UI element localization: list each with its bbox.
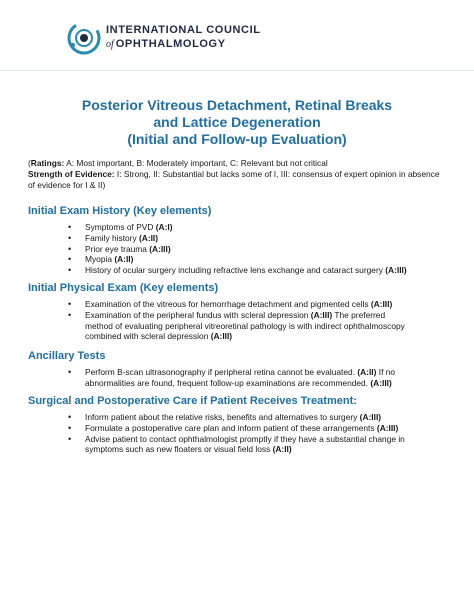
ratings-text: A: Most important, B: Moderately important, C: Relevant but not critical: [64, 158, 328, 168]
list-item: [66, 265, 445, 276]
list-history: [66, 222, 414, 276]
item-text: Examination of the vitreous for hemorrhage detachment and pigmented cells: [85, 299, 371, 309]
title-line-3: (Initial and Follow-up Evaluation): [127, 131, 347, 147]
section-heading-surgical-care: Surgical and Postoperative Care if Patient Receives Treatment:: [28, 395, 357, 407]
item-rating: (A:III): [370, 377, 392, 388]
item-text-continued: If no abnormalities are found, frequent follow-up examinations are recommended.: [85, 367, 396, 388]
item-text: History of ocular surgery including refractive lens exchange and cataract surgery: [85, 265, 386, 276]
item-rating: (A:III): [385, 265, 407, 276]
item-rating: (A:III): [370, 299, 393, 309]
item-text: Inform patient about the relative risks, benefits and alternatives to surgery: [85, 412, 360, 422]
section-heading-physical-exam: Initial Physical Exam (Key elements): [28, 282, 219, 294]
item-text: Myopia: [85, 254, 115, 265]
list-item: [66, 310, 414, 342]
item-text: Symptoms of PVD: [85, 222, 156, 232]
list-item: [66, 423, 414, 434]
item-text-continued: The preferred method of evaluating peripheral vitreoretinal pathology is with indirect ophthalmoscopy combined with scleral depression: [85, 309, 405, 342]
list-item: [66, 412, 414, 423]
org-name-line1: INTERNATIONAL COUNCIL: [106, 24, 261, 36]
item-text: Family history: [85, 232, 139, 243]
org-name-of: of: [106, 39, 114, 50]
item-text: Prior eye trauma: [85, 243, 150, 254]
item-text: Examination of the peripheral fundus with scleral depression: [85, 309, 311, 320]
item-rating: (A:II): [272, 444, 292, 455]
item-rating: (A:II): [138, 232, 159, 243]
item-rating: (A:III): [149, 243, 171, 254]
title-line-1: Posterior Vitreous Detachment, Retinal Breaks: [81, 97, 393, 113]
ratings-legend: [28, 158, 448, 191]
ico-globe-logo-icon: [66, 20, 102, 56]
org-name-ophthalmology: OPHTHALMOLOGY: [115, 38, 226, 50]
list-item: [66, 244, 414, 255]
item-rating: (A:III): [376, 422, 399, 433]
strength-label: Strength of Evidence:: [28, 169, 115, 179]
org-name-line2: [106, 38, 226, 50]
section-heading-history: Initial Exam History (Key elements): [28, 205, 212, 217]
ratings-label: Ratings:: [30, 158, 65, 168]
list-item: [66, 434, 414, 456]
list-item: [66, 233, 414, 244]
ratings-open-paren: (: [28, 158, 31, 168]
item-rating: (A:II): [357, 367, 377, 377]
item-text: Perform B-scan ultrasonography if peripheral retina cannot be evaluated.: [85, 367, 358, 377]
list-item: [66, 222, 414, 233]
item-rating: (A:III): [310, 309, 333, 320]
list-item: [66, 367, 414, 389]
item-rating: (A:II): [114, 254, 134, 265]
strength-text: I: Strong, II: Substantial but lacks some of I, III: consensus of expert opinion in absence of evidence for I & II): [28, 169, 440, 190]
list-item: [66, 299, 414, 310]
list-item: [66, 254, 414, 265]
page-header: [0, 0, 474, 71]
document-title: [0, 97, 474, 148]
list-ancillary-tests: [66, 367, 414, 389]
list-physical-exam: [66, 299, 414, 342]
title-line-2: and Lattice Degeneration: [153, 114, 321, 130]
item-text: Advise patient to contact ophthalmologist promptly if they have a substantial change in symptoms such as new floaters or visual field loss: [85, 433, 405, 455]
item-rating: (A:III): [210, 331, 233, 342]
section-heading-ancillary-tests: Ancillary Tests: [28, 350, 106, 362]
item-text: Formulate a postoperative care plan and inform patient of these arrangements: [85, 422, 377, 433]
list-surgical-care: [66, 412, 414, 455]
item-rating: (A:III): [359, 412, 382, 422]
item-rating: (A:I): [155, 222, 173, 232]
